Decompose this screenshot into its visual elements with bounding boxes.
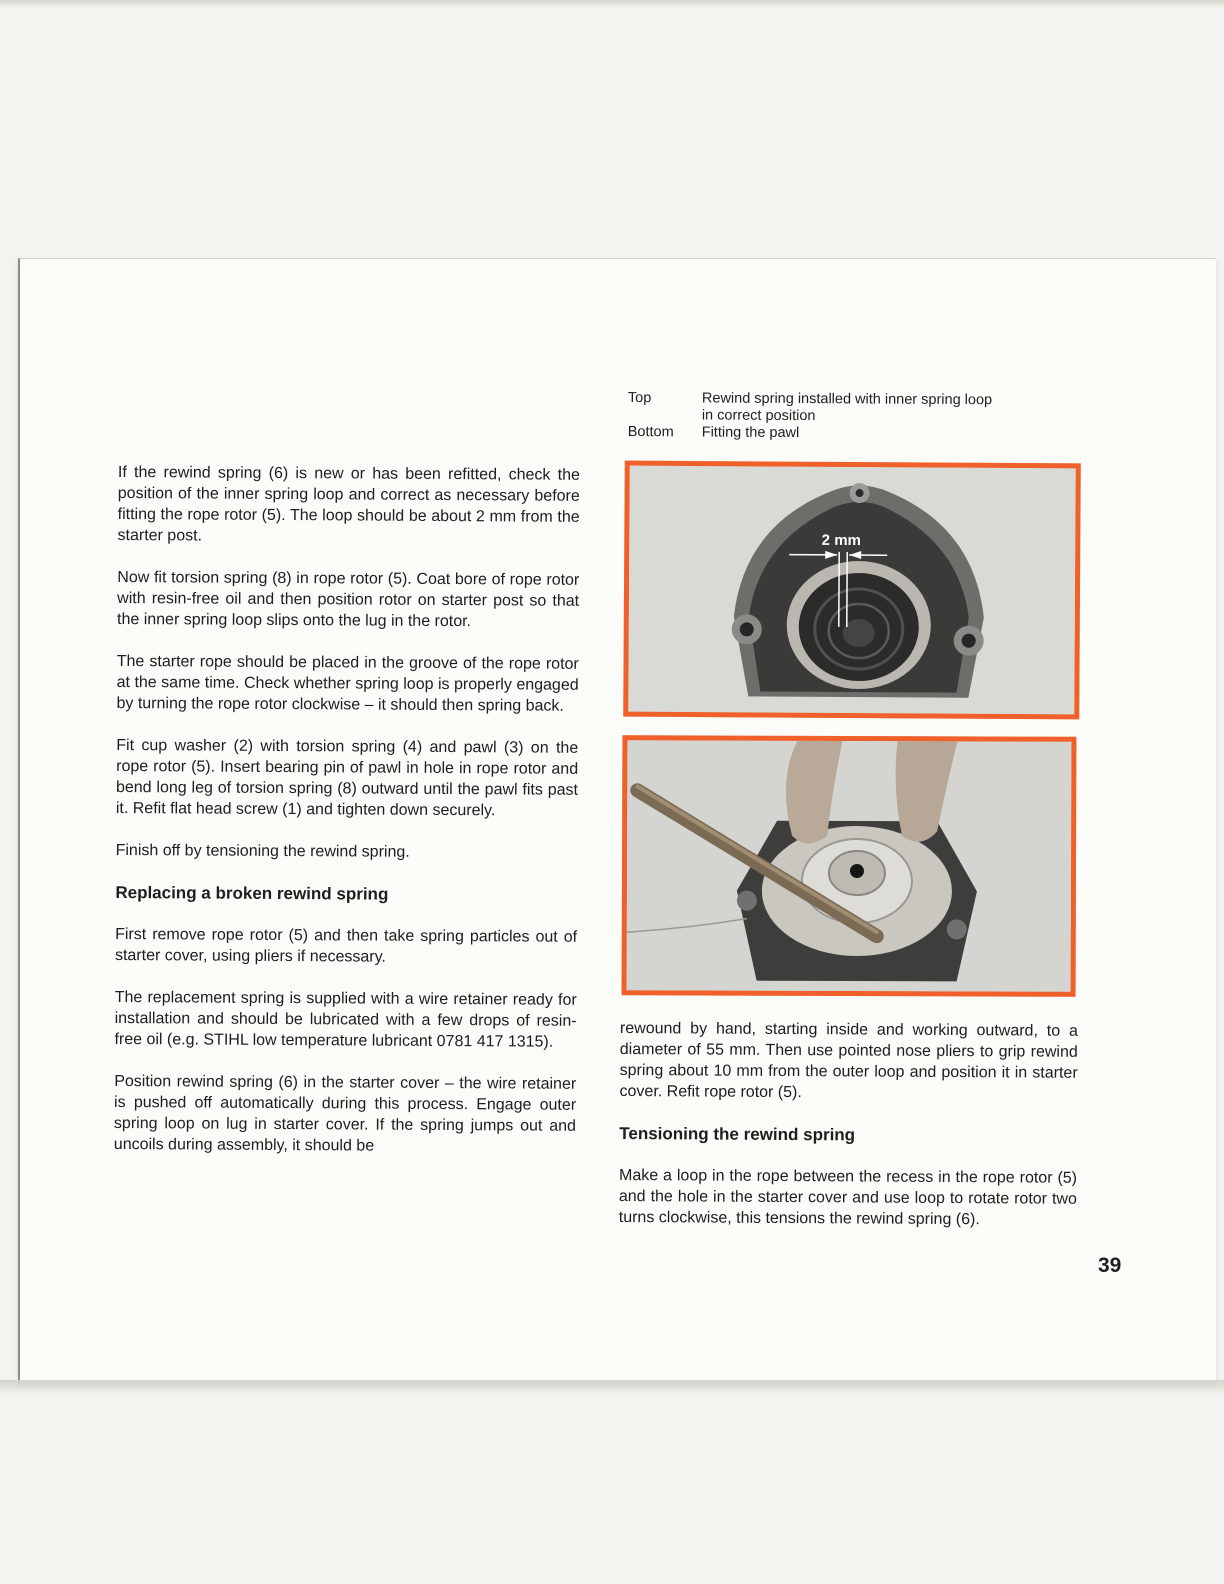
paragraph-remove-rope-rotor: First remove rope rotor (5) and then take spring particles out of starter cover, using pliers if necessary. (114, 925, 578, 966)
caption-top-line1: Rewind spring installed with inner spring loop (701, 390, 993, 409)
paragraph-finish-off: Finish off by tensioning the rewind spring. (115, 841, 410, 861)
page-bottom-shadow (0, 1380, 1224, 1394)
paragraph-starter-rope: The starter rope should be placed in the groove of the rope rotor at the same time. Check whether spring loop is properly engaged by turning the rope rotor clockwise – it should then spring back. (116, 652, 579, 715)
paragraph-rewound-by-hand: rewound by hand, starting inside and working outward, to a diameter of 55 mm. Then use pointed nose pliers to grip rewind spring about 10 mm from the outer loop and position it in starter cover. Refit rope rotor (5). (619, 1019, 1078, 1102)
paragraph-fit-cup-washer: Fit cup washer (2) with torsion spring (4) and pawl (3) on the rope rotor (5). Insert bearing pin of pawl in hole in rope rotor and bend long leg of torsion spring (8) outward until the pawl fits past it. Refit flat head screw (1) and tighten down securely. (115, 736, 579, 820)
right-text-column (619, 1018, 1078, 1252)
caption-bottom (628, 424, 1048, 444)
dimension-label: 2 mm (821, 531, 861, 550)
caption-top-text (702, 390, 1048, 426)
caption-top (628, 390, 1048, 427)
paragraph-check-spring-loop: If the rewind spring (6) is new or has been refitted, check the position of the inner spring loop and correct as necessary before fitting the rope rotor (5). The loop should be about 2 mm from the starter post. (117, 463, 580, 545)
paragraph-fit-torsion-spring: Now fit torsion spring (8) in rope rotor (5). Coat bore of rope rotor with resin-free oil and then position rotor on starter post so that the inner spring loop slips onto the lug in the rotor. (116, 568, 580, 631)
starter-cover-illustration (628, 466, 1075, 715)
caption-bottom-text: Fitting the pawl (701, 424, 800, 442)
fitting-pawl-illustration (627, 740, 1072, 992)
left-text-column (114, 462, 580, 1179)
heading-replacing-broken-spring: Replacing a broken rewind spring (115, 882, 389, 904)
caption-bottom-key: Bottom (627, 423, 674, 441)
page-number: 39 (1098, 1254, 1122, 1277)
scan-top-edge (0, 0, 1224, 8)
photo-captions (628, 390, 1048, 444)
paragraph-replacement-spring: The replacement spring is supplied with a wire retainer ready for installation and should be lubricated with a few drops of resin-free oil (e.g. STIHL low temperature lubricant 0781 417 1315). (114, 988, 577, 1051)
caption-top-key: Top (627, 390, 652, 407)
caption-top-line2: in correct position (701, 407, 816, 425)
photo-fitting-pawl (622, 735, 1077, 997)
photo-rewind-spring (623, 461, 1081, 720)
paragraph-make-loop: Make a loop in the rope between the recess in the rope rotor (5) and the hole in the starter cover and use loop to rotate rotor two turns clockwise, this tensions the rewind spring (6). (618, 1166, 1078, 1229)
heading-tensioning-spring: Tensioning the rewind spring (619, 1123, 856, 1145)
paragraph-position-rewind-spring: Position rewind spring (6) in the starter cover – the wire retainer is pushed off automatically during this process. Engage outer spring loop on lug in starter cover. If the spring jumps out and uncoils during assembly, it should be (113, 1072, 577, 1155)
